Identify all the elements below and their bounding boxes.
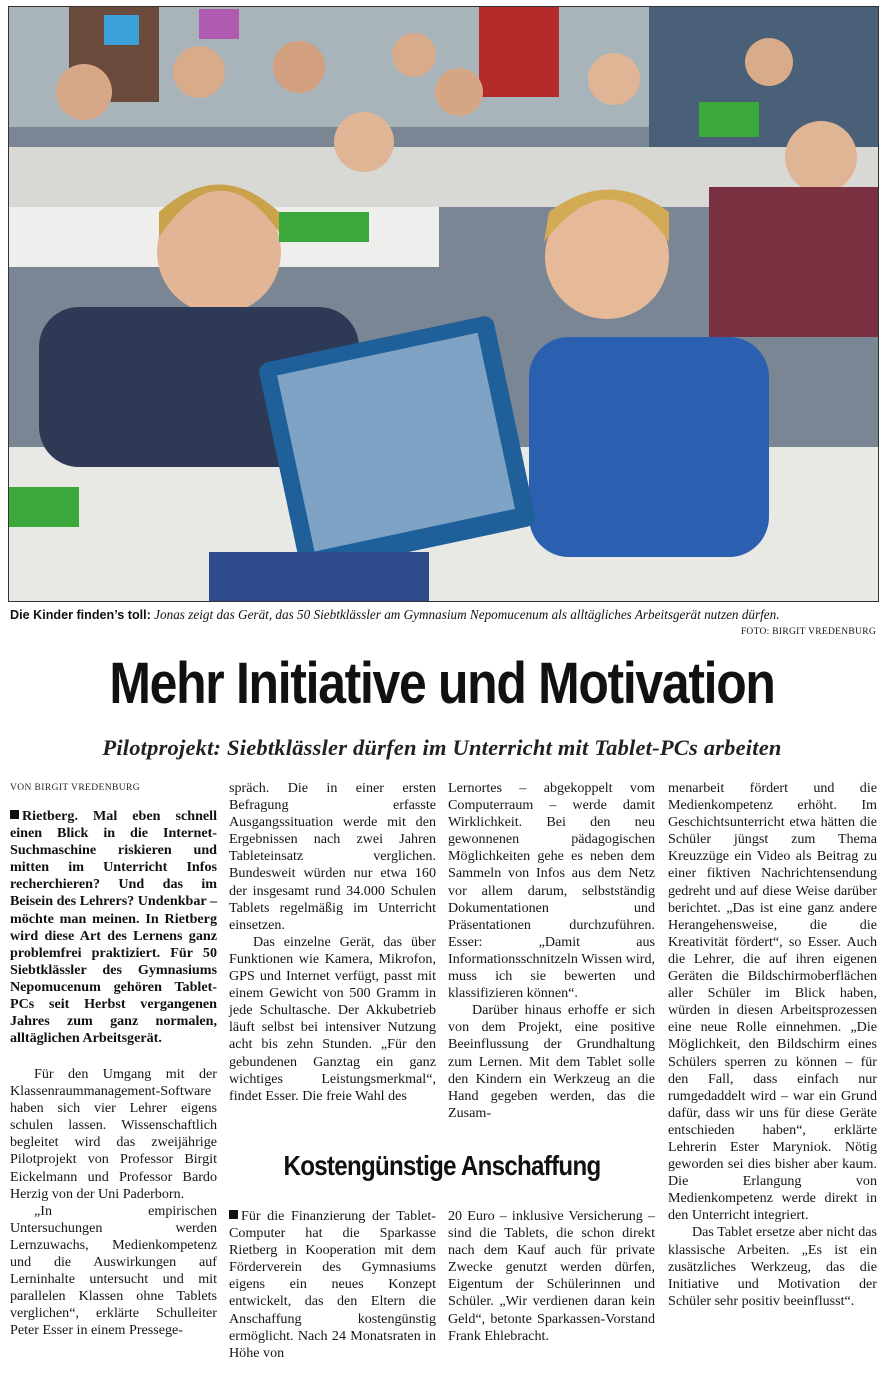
paragraph: Für den Umgang mit der Klassenraummanagement-Software haben sich vier Lehrer eigens schulen lassen. Wissenschaftlich begleitet wird das zweijährige Pilotprojekt von Professor Birgit Eickelmann und Professor Bardo Herzig von der Uni Paderborn. bbox=[10, 1066, 217, 1202]
bullet-square-icon bbox=[229, 1210, 238, 1219]
article-headline: Mehr Initiative und Motivation bbox=[109, 651, 775, 716]
article-photo bbox=[8, 6, 879, 602]
photo-caption bbox=[10, 606, 876, 624]
paragraph: 20 Euro – inklusive Versicherung – sind die Tablets, die schon direkt nach dem Kauf auch für private Zwecke genutzt werden dürfen, Eigentum der Schülerinnen und Schüler. „Wir verdienen daran kein Geld“, betonte Sparkassen-Vorstand Frank Ehlebracht. bbox=[448, 1208, 655, 1344]
article-subline: Pilotprojekt: Siebtklässler dürfen im Unterricht mit Tablet-PCs arbeiten bbox=[102, 735, 782, 760]
paragraph: Das einzelne Gerät, das über Funktionen wie Kamera, Mikrofon, GPS und Internet verfügt, passt mit einem Gewicht von 500 Gramm in jede Schultasche. Der Akkubetrieb läuft selbst bei intensiver Nutzung acht bis zehn Stunden. „Für den gebundenen Ganztag ein ganz wichtiges Leistungsmerkmal“, findet Esser. Die freie Wahl des bbox=[229, 933, 436, 1104]
caption-lead: Die Kinder finden’s toll: bbox=[10, 608, 151, 622]
paragraph: spräch. Die in einer ersten Befragung erfasste Ausgangssituation werde mit den Ergebnissen nach zwei Jahren Tableteinsatz verglichen. Bundesweit würden nur etwa 160 der insgesamt rund 34.000 Schulen Tablets regelmäßig im Unterricht einsetzen. bbox=[229, 780, 436, 933]
lead-text: Rietberg. Mal eben schnell einen Blick in die Internet-Suchmaschine riskieren und mitten im Unterricht Infos recherchieren? Und das im Beisein des Lehrers? Undenkbar – möchte man meinen. In Rietberg wird diese Art des Lernens ganz problemfrei praktiziert. Für 50 Siebtklässler des Gymnasiums Nepomucenum gehören Tablet-PCs seit Herbst vergangenen Jahres zum ganz normalen, alltäglichen Arbeitsgerät. bbox=[10, 808, 217, 1047]
paragraph: menarbeit fördert und die Medienkompetenz erhöht. Im Geschichtsunterricht etwa hätten die Schüler jüngst zum Thema Kreuzzüge ein Video als Beitrag zu einer fiktiven Nachrichtensendung gedreht und auf diese Weise darüber berichtet. „Das ist eine ganz andere Herangehensweise, die die Kreativität fördert“, so Esser. Auch die Lehrer, die auf ihren eigenen Geräten die Bildschirmoberflächen aller Schüler im Blick haben, würden in diesen Arbeitsprozessen eine neue Rolle einnehmen. „Die Möglichkeit, den Bildschirm eines Schülers sperren zu können – für den Fall, dass einfach nur rumgedaddelt wird – war ein Grund dafür, dass wir uns für diese Geräte entschieden haben“, erklärte Lehrerin Ester Maryniok. Nötig geworden sei dies bisher aber kaum. Die Erlangung von Medienkompetenz werde direkt in den Unterricht integriert. bbox=[668, 780, 877, 1224]
column-3 bbox=[448, 780, 655, 1122]
classroom-photo-illustration bbox=[9, 7, 878, 601]
article-lead bbox=[10, 808, 217, 1047]
column-1 bbox=[10, 1066, 217, 1340]
photo-credit: FOTO: BIRGIT VREDENBURG bbox=[740, 627, 876, 637]
column-4 bbox=[668, 780, 877, 1310]
section-subheading: Kostengünstige Anschaffung bbox=[283, 1150, 601, 1181]
article-byline: VON BIRGIT VREDENBURG bbox=[10, 783, 140, 793]
paragraph bbox=[229, 1208, 436, 1362]
column-2 bbox=[229, 780, 436, 1105]
paragraph: Darüber hinaus erhoffe er sich von dem Projekt, eine positive Beeinflussung der Grundhaltung zum Lernen. Mit dem Tablet solle den Kindern ein Werkzeug an die Hand gegeben werden, das die Zusam- bbox=[448, 1002, 655, 1121]
paragraph: „In empirischen Untersuchungen werden Lernzuwachs, Medienkompetenz und die Auswirkungen auf Lerninhalte untersucht und mit parallelen Klassen ohne Tablets verglichen“, erklärte Schulleiter Peter Esser in einem Pressege- bbox=[10, 1202, 217, 1339]
paragraph-text: Für die Finanzierung der Tablet-Computer hat die Sparkasse Rietberg in Kooperation mit dem Förderverein des Gymnasiums eigens ein neues Konzept entwickelt, das den Eltern die Anschaffung kostengünstig ermöglicht. Nach 24 Monatsraten in Höhe von bbox=[229, 1208, 436, 1361]
paragraph: Lernortes – abgekoppelt vom Computerraum – werde damit Wirklichkeit. Bei den neu gewonnenen pädagogischen Möglichkeiten gehe es neben dem Sammeln von Infos aus dem Netz vor allem darum, selbstständig Dokumentationen und Präsentationen durchzuführen. Esser: „Damit aus Informationsschnitzeln Wissen wird, muss ich sie bewerten und klassifizieren können“. bbox=[448, 780, 656, 1002]
paragraph: Das Tablet ersetze aber nicht das klassische Arbeiten. „Es ist ein zusätzliches Werkzeug, das die Initiative und Motivation der Schüler sehr positiv beeinflusst“. bbox=[668, 1224, 877, 1309]
caption-body: Jonas zeigt das Gerät, das 50 Siebtklässler am Gymnasium Nepomucenum als alltägliches Arbeitsgerät nutzen dürfen. bbox=[150, 607, 780, 622]
column-3-bottom bbox=[448, 1208, 655, 1345]
column-2-bottom bbox=[229, 1208, 436, 1362]
bullet-square-icon bbox=[10, 810, 19, 819]
